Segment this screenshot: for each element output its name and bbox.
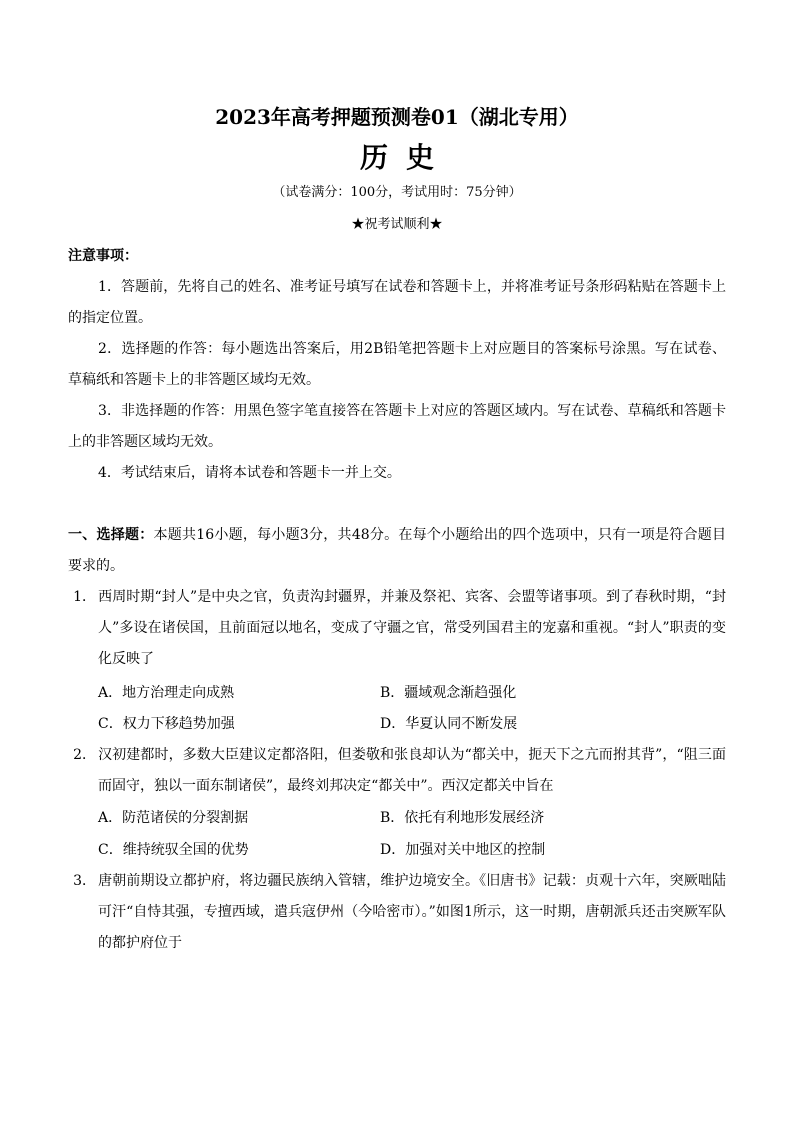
question-stem: 西周时期“封人”是中央之官，负责沟封疆界，并兼及祭祀、宾客、会盟等诸事项。到了春秋时期，“封人”多设在诸侯国，且前面冠以地名，变成了守疆之官，常受列国君主的宠嘉和重视。“封人”职责的变化反映了 <box>98 589 726 667</box>
notice-item: 1．答题前，先将自己的姓名、准考证号填写在试卷和答题卡上，并将准考证号条形码粘贴在答题卡上的指定位置。 <box>68 279 726 326</box>
section-instruction: 本题共16小题，每小题3分，共48分。在每个小题给出的四个选项中，只有一项是符合题目要求的。 <box>68 527 726 574</box>
question-stem: 唐朝前期设立都护府，将边疆民族纳入管辖，维护边境安全。《旧唐书》记载：贞观十六年，突厥咄陆可汗“自恃其强，专擅西域，遣兵寇伊州（今哈密市）。”如图1所示，这一时期，唐朝派兵还击突厥军队的都护府位于 <box>98 873 726 951</box>
option-b: B．依托有利地形发展经济 <box>380 810 545 826</box>
option-c: C．权力下移趋势加强 <box>98 716 235 732</box>
option-a: A．防范诸侯的分裂割据 <box>98 810 249 826</box>
question-1 <box>68 582 726 675</box>
notice-item: 3．非选择题的作答：用黑色签字笔直接答在答题卡上对应的答题区域内。写在试卷、草稿纸和答题卡上的非答题区域均无效。 <box>68 403 726 450</box>
option-b: B．疆域观念渐趋强化 <box>380 685 517 701</box>
question-number: 3． <box>73 873 96 889</box>
question-number: 2． <box>73 747 96 763</box>
notice-item: 2．选择题的作答：每小题选出答案后，用2B铅笔把答题卡上对应题目的答案标号涂黑。写在试卷、草稿纸和答题卡上的非答题区域均无效。 <box>68 341 726 388</box>
question-3 <box>68 866 726 959</box>
question-number: 1． <box>73 589 96 605</box>
notice-heading: 注意事项： <box>68 248 138 264</box>
question-stem: 汉初建都时，多数大臣建议定都洛阳，但娄敬和张良却认为“都关中，扼天下之亢而拊其背”，“阻三面而固守，独以一面东制诸侯”，最终刘邦决定“都关中”。西汉定都关中旨在 <box>98 747 726 794</box>
good-luck-line: ★祝考试顺利★ <box>351 217 443 232</box>
section-title: 一、选择题： <box>68 527 154 543</box>
section-heading <box>68 520 726 582</box>
notice-item: 4．考试结束后，请将本试卷和答题卡一并上交。 <box>98 465 401 481</box>
option-d: D．华夏认同不断发展 <box>380 716 518 732</box>
exam-title: 2023年高考押题预测卷01（湖北专用） <box>215 105 579 129</box>
option-c: C．维持统驭全国的优势 <box>98 842 249 858</box>
question-2 <box>68 740 726 802</box>
option-a: A．地方治理走向成熟 <box>98 685 235 701</box>
subject-title: 历史 <box>359 141 452 174</box>
exam-info: （试卷满分：100分，考试用时：75分钟） <box>272 185 522 200</box>
option-d: D．加强对关中地区的控制 <box>380 842 546 858</box>
